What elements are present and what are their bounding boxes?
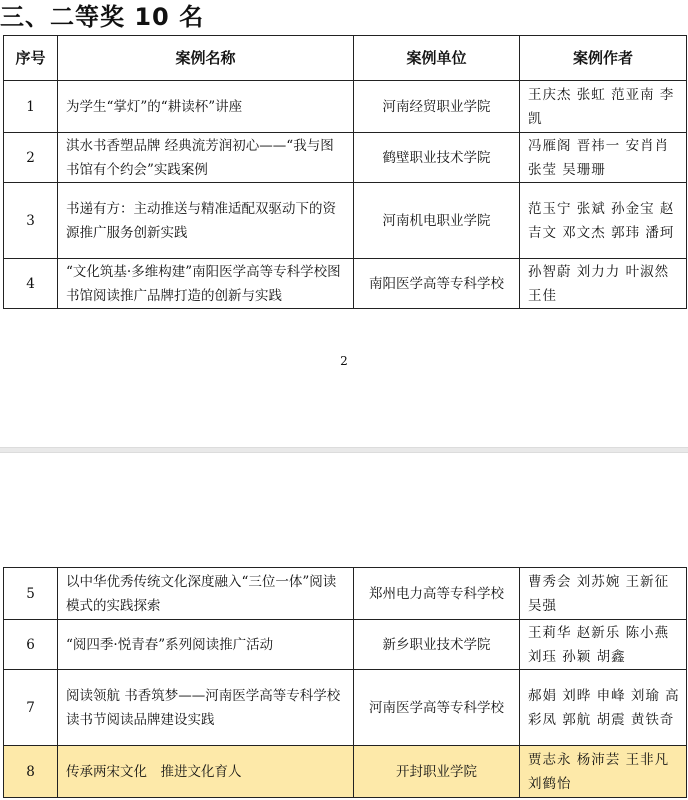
table-row bbox=[4, 133, 687, 183]
header-authors: 案例作者 bbox=[520, 36, 687, 81]
row-authors: 贾志永 杨沛芸 王非凡 刘鹤怡 bbox=[520, 746, 687, 798]
table-row bbox=[4, 81, 687, 133]
table-row-highlighted bbox=[4, 746, 687, 798]
header-seq: 序号 bbox=[4, 36, 58, 81]
row-unit: 河南医学高等专科学校 bbox=[354, 670, 520, 746]
row-authors: 王莉华 赵新乐 陈小燕 刘珏 孙颖 胡鑫 bbox=[520, 620, 687, 670]
row-authors: 冯雁阁 晋祎一 安肖肖 张莹 吴珊珊 bbox=[520, 133, 687, 183]
row-seq: 2 bbox=[4, 133, 58, 183]
row-seq: 8 bbox=[4, 746, 58, 798]
row-name: 书递有方：主动推送与精准适配双驱动下的资源推广服务创新实践 bbox=[58, 183, 354, 259]
row-seq: 5 bbox=[4, 568, 58, 620]
table-row bbox=[4, 670, 687, 746]
row-name: 为学生“掌灯”的“耕读杯”讲座 bbox=[58, 81, 354, 133]
table-row bbox=[4, 183, 687, 259]
row-unit: 南阳医学高等专科学校 bbox=[354, 259, 520, 309]
row-authors: 王庆杰 张虹 范亚南 李凯 bbox=[520, 81, 687, 133]
row-authors: 范玉宁 张斌 孙金宝 赵吉文 邓文杰 郭玮 潘珂 bbox=[520, 183, 687, 259]
header-unit: 案例单位 bbox=[354, 36, 520, 81]
row-unit: 郑州电力高等专科学校 bbox=[354, 568, 520, 620]
table-row bbox=[4, 259, 687, 309]
row-authors: 孙智蔚 刘力力 叶淑然 王佳 bbox=[520, 259, 687, 309]
table-header-row bbox=[4, 36, 687, 81]
row-name: 以中华优秀传统文化深度融入“三位一体”阅读模式的实践探索 bbox=[58, 568, 354, 620]
row-seq: 1 bbox=[4, 81, 58, 133]
row-name: 淇水书香塑品牌 经典流芳润初心——“我与图书馆有个约会”实践案例 bbox=[58, 133, 354, 183]
row-name: 阅读领航 书香筑梦——河南医学高等专科学校读书节阅读品牌建设实践 bbox=[58, 670, 354, 746]
table-row bbox=[4, 568, 687, 620]
row-seq: 7 bbox=[4, 670, 58, 746]
awards-table-part-1 bbox=[3, 35, 687, 309]
page-number: 2 bbox=[340, 354, 348, 368]
row-unit: 新乡职业技术学院 bbox=[354, 620, 520, 670]
document-page-2 bbox=[0, 453, 688, 800]
awards-table-part-2 bbox=[3, 567, 687, 798]
row-name: 传承两宋文化 推进文化育人 bbox=[58, 746, 354, 798]
row-authors: 郝娟 刘晔 申峰 刘瑜 高彩凤 郭航 胡震 黄铁奇 bbox=[520, 670, 687, 746]
row-name: “文化筑基·多维构建”南阳医学高等专科学校图书馆阅读推广品牌打造的创新与实践 bbox=[58, 259, 354, 309]
row-seq: 6 bbox=[4, 620, 58, 670]
row-authors: 曹秀会 刘苏婉 王新征 吴强 bbox=[520, 568, 687, 620]
table-row bbox=[4, 620, 687, 670]
section-title: 三、二等奖 10 名 bbox=[0, 3, 205, 31]
header-name: 案例名称 bbox=[58, 36, 354, 81]
row-seq: 4 bbox=[4, 259, 58, 309]
row-unit: 开封职业学院 bbox=[354, 746, 520, 798]
row-name: “阅四季·悦青春”系列阅读推广活动 bbox=[58, 620, 354, 670]
row-unit: 河南机电职业学院 bbox=[354, 183, 520, 259]
row-unit: 鹤壁职业技术学院 bbox=[354, 133, 520, 183]
row-seq: 3 bbox=[4, 183, 58, 259]
row-unit: 河南经贸职业学院 bbox=[354, 81, 520, 133]
